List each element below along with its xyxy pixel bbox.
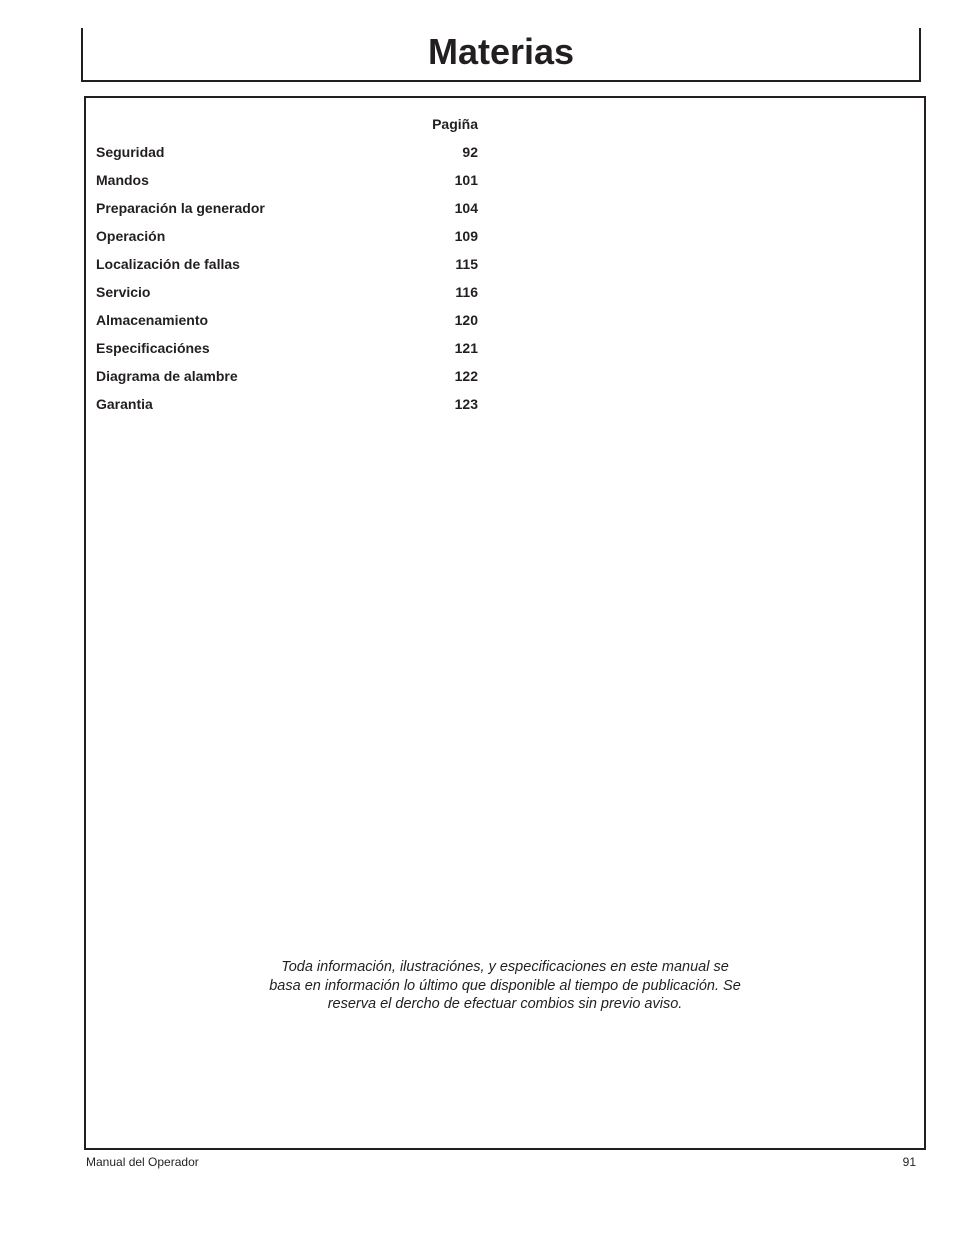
toc-page-column-header: Pagiña — [432, 116, 478, 132]
toc-entry[interactable] — [96, 170, 478, 190]
toc-entry-page: 116 — [455, 284, 478, 300]
toc-entry-page: 92 — [462, 144, 478, 160]
toc-entry-page: 104 — [454, 200, 478, 216]
disclaimer-line: reserva el dercho de efectuar combios sin previo aviso. — [327, 996, 683, 1012]
toc-entry-label: Mandos — [96, 172, 149, 188]
toc-entry-label: Operación — [96, 228, 166, 244]
toc-entry[interactable] — [96, 338, 478, 358]
toc-entry[interactable] — [96, 394, 478, 414]
toc-entry-label: Preparación la generador — [96, 200, 265, 216]
footer-page-number: 91 — [902, 1155, 916, 1169]
toc-entry-page: 122 — [454, 368, 478, 384]
toc-entry-label: Diagrama de alambre — [96, 368, 238, 384]
toc-entry[interactable] — [96, 226, 478, 246]
content-frame — [84, 96, 926, 1150]
toc-entry-page: 101 — [454, 172, 478, 188]
table-of-contents — [96, 114, 478, 422]
toc-entry-label: Seguridad — [96, 144, 165, 160]
title-frame — [81, 28, 921, 82]
toc-entry-page: 115 — [455, 256, 478, 272]
footer-manual-title: Manual del Operador — [86, 1155, 199, 1169]
page-title: Materias — [427, 31, 575, 72]
toc-entry[interactable] — [96, 254, 478, 274]
toc-entry[interactable] — [96, 366, 478, 386]
toc-entry-label: Localización de fallas — [96, 256, 240, 272]
toc-entry[interactable] — [96, 282, 478, 302]
toc-entry-label: Garantia — [96, 396, 153, 412]
toc-entry-label: Servicio — [96, 284, 151, 300]
toc-entry[interactable] — [96, 198, 478, 218]
toc-entry-label: Almacenamiento — [96, 312, 209, 328]
disclaimer-notice — [86, 958, 924, 1014]
disclaimer-line: basa en información lo último que disponible al tiempo de publicación. Se — [269, 977, 741, 994]
toc-entry[interactable] — [96, 142, 478, 162]
toc-entry-page: 109 — [454, 228, 478, 244]
toc-entry-page: 121 — [454, 340, 478, 356]
disclaimer-line: Toda información, ilustraciónes, y especificaciones en este manual se — [281, 959, 729, 975]
toc-entry[interactable] — [96, 310, 478, 330]
toc-entry-page: 123 — [454, 396, 478, 412]
toc-entry-page: 120 — [454, 312, 478, 328]
toc-entry-label: Especificaciónes — [96, 340, 210, 356]
